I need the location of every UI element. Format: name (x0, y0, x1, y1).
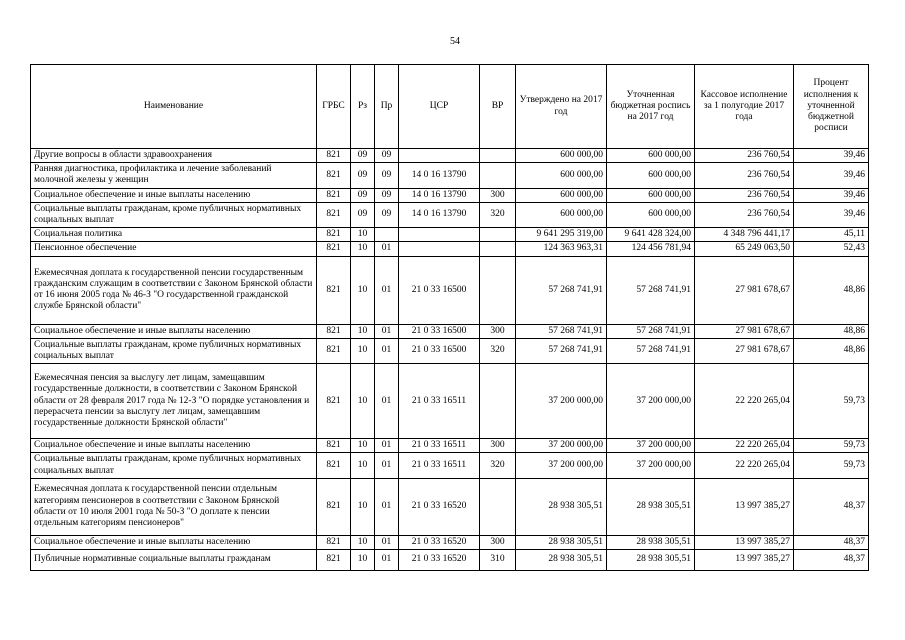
table-cell-vr: 300 (480, 188, 516, 202)
table-cell-vr (480, 478, 516, 535)
table-cell-refined: 57 268 741,91 (607, 324, 695, 338)
table-row (31, 188, 869, 202)
table-cell-percent: 39,46 (794, 163, 869, 188)
table-cell-pr: 09 (375, 163, 399, 188)
table-cell-pr: 01 (375, 256, 399, 324)
table-cell-pr: 01 (375, 324, 399, 338)
table-cell-refined: 9 641 428 324,00 (607, 228, 695, 242)
table-cell-csr (399, 228, 480, 242)
table-cell-approved: 28 938 305,51 (516, 535, 607, 549)
table-cell-vr: 310 (480, 550, 516, 571)
table-cell-refined: 600 000,00 (607, 163, 695, 188)
table-cell-cash: 13 997 385,27 (695, 478, 794, 535)
table-cell-cash: 236 760,54 (695, 202, 794, 227)
table-cell-percent: 39,46 (794, 202, 869, 227)
table-cell-grbs: 821 (317, 202, 351, 227)
table-row (31, 439, 869, 453)
table-cell-csr (399, 149, 480, 163)
table-cell-name: Социальное обеспечение и иные выплаты населению (31, 439, 317, 453)
table-cell-vr (480, 242, 516, 256)
table-cell-rz: 10 (351, 535, 375, 549)
table-cell-refined: 37 200 000,00 (607, 364, 695, 439)
table-cell-cash: 236 760,54 (695, 149, 794, 163)
table-cell-vr (480, 256, 516, 324)
table-cell-name: Ежемесячная доплата к государственной пенсии отдельным категориям пенсионеров в соответствии с Законом Брянской области от 10 июля 2001 года № 50-З "О доплате к пенсии отдельным категориям пенсионеров" (31, 478, 317, 535)
table-cell-name: Другие вопросы в области здравоохранения (31, 149, 317, 163)
table-cell-vr: 300 (480, 535, 516, 549)
table-cell-pr: 01 (375, 453, 399, 478)
table-cell-cash: 236 760,54 (695, 188, 794, 202)
table-cell-rz: 09 (351, 202, 375, 227)
table-cell-refined: 28 938 305,51 (607, 478, 695, 535)
header-cash: Кассовое исполнение за 1 полугодие 2017 года (695, 65, 794, 149)
table-row (31, 364, 869, 439)
table-cell-cash: 13 997 385,27 (695, 550, 794, 571)
table-cell-grbs: 821 (317, 338, 351, 363)
table-cell-name: Публичные нормативные социальные выплаты гражданам (31, 550, 317, 571)
table-cell-vr: 320 (480, 453, 516, 478)
table-row (31, 338, 869, 363)
table-cell-cash: 13 997 385,27 (695, 535, 794, 549)
table-cell-csr: 21 0 33 16500 (399, 338, 480, 363)
table-cell-pr: 01 (375, 338, 399, 363)
table-row (31, 242, 869, 256)
table-cell-csr: 21 0 33 16511 (399, 364, 480, 439)
table-cell-csr: 21 0 33 16520 (399, 550, 480, 571)
table-cell-vr (480, 364, 516, 439)
table-cell-percent: 48,86 (794, 338, 869, 363)
header-rz: Рз (351, 65, 375, 149)
table-row (31, 163, 869, 188)
table-row (31, 550, 869, 571)
table-cell-name: Социальное обеспечение и иные выплаты населению (31, 535, 317, 549)
table-cell-approved: 37 200 000,00 (516, 364, 607, 439)
table-cell-approved: 37 200 000,00 (516, 453, 607, 478)
table-cell-pr (375, 228, 399, 242)
table-cell-refined: 37 200 000,00 (607, 439, 695, 453)
table-row (31, 535, 869, 549)
table-cell-cash: 27 981 678,67 (695, 338, 794, 363)
table-cell-percent: 59,73 (794, 364, 869, 439)
header-csr: ЦСР (399, 65, 480, 149)
table-cell-name: Социальное обеспечение и иные выплаты населению (31, 324, 317, 338)
table-cell-name: Ранняя диагностика, профилактика и лечение заболеваний молочной железы у женщин (31, 163, 317, 188)
table-cell-approved: 28 938 305,51 (516, 478, 607, 535)
table-cell-approved: 57 268 741,91 (516, 338, 607, 363)
header-percent: Процент исполнения к уточненной бюджетной росписи (794, 65, 869, 149)
table-cell-pr: 09 (375, 202, 399, 227)
table-cell-refined: 124 456 781,94 (607, 242, 695, 256)
table-cell-rz: 10 (351, 242, 375, 256)
header-grbs: ГРБС (317, 65, 351, 149)
table-cell-percent: 48,37 (794, 478, 869, 535)
table-cell-name: Социальное обеспечение и иные выплаты населению (31, 188, 317, 202)
table-cell-rz: 09 (351, 163, 375, 188)
table-cell-pr: 01 (375, 535, 399, 549)
table-cell-grbs: 821 (317, 163, 351, 188)
table-cell-csr: 21 0 33 16511 (399, 453, 480, 478)
table-cell-rz: 10 (351, 478, 375, 535)
table-cell-grbs: 821 (317, 478, 351, 535)
table-row (31, 202, 869, 227)
table-cell-csr: 14 0 16 13790 (399, 202, 480, 227)
table-cell-grbs: 821 (317, 364, 351, 439)
table-cell-name: Социальные выплаты гражданам, кроме публичных нормативных социальных выплат (31, 202, 317, 227)
table-cell-refined: 600 000,00 (607, 188, 695, 202)
table-cell-csr: 21 0 33 16500 (399, 324, 480, 338)
table-cell-csr: 14 0 16 13790 (399, 163, 480, 188)
table-cell-approved: 57 268 741,91 (516, 324, 607, 338)
table-cell-refined: 28 938 305,51 (607, 550, 695, 571)
table-cell-approved: 37 200 000,00 (516, 439, 607, 453)
table-cell-vr (480, 163, 516, 188)
table-cell-csr: 21 0 33 16500 (399, 256, 480, 324)
header-name: Наименование (31, 65, 317, 149)
table-cell-grbs: 821 (317, 439, 351, 453)
table-cell-percent: 48,86 (794, 256, 869, 324)
table-row (31, 478, 869, 535)
table-cell-approved: 28 938 305,51 (516, 550, 607, 571)
table-cell-approved: 600 000,00 (516, 163, 607, 188)
table-cell-rz: 10 (351, 256, 375, 324)
table-cell-refined: 28 938 305,51 (607, 535, 695, 549)
table-cell-grbs: 821 (317, 550, 351, 571)
table-cell-pr: 01 (375, 242, 399, 256)
table-cell-vr (480, 149, 516, 163)
header-refined: Уточненная бюджетная роспись на 2017 год (607, 65, 695, 149)
table-cell-rz: 10 (351, 338, 375, 363)
table-cell-percent: 59,73 (794, 453, 869, 478)
table-cell-csr (399, 242, 480, 256)
table-cell-cash: 27 981 678,67 (695, 324, 794, 338)
table-cell-name: Социальные выплаты гражданам, кроме публичных нормативных социальных выплат (31, 338, 317, 363)
table-cell-name: Социальные выплаты гражданам, кроме публичных нормативных социальных выплат (31, 453, 317, 478)
header-approved: Утверждено на 2017 год (516, 65, 607, 149)
table-cell-csr: 21 0 33 16511 (399, 439, 480, 453)
table-row (31, 149, 869, 163)
budget-table (30, 64, 869, 571)
table-cell-approved: 57 268 741,91 (516, 256, 607, 324)
table-cell-pr: 01 (375, 364, 399, 439)
table-cell-percent: 52,43 (794, 242, 869, 256)
table-cell-cash: 4 348 796 441,17 (695, 228, 794, 242)
table-cell-grbs: 821 (317, 535, 351, 549)
table-cell-vr: 300 (480, 439, 516, 453)
table-cell-grbs: 821 (317, 256, 351, 324)
table-cell-cash: 22 220 265,04 (695, 453, 794, 478)
table-cell-rz: 09 (351, 149, 375, 163)
table-cell-grbs: 821 (317, 228, 351, 242)
table-cell-percent: 48,37 (794, 550, 869, 571)
table-cell-pr: 09 (375, 188, 399, 202)
table-cell-csr: 14 0 16 13790 (399, 188, 480, 202)
table-cell-refined: 600 000,00 (607, 149, 695, 163)
table-cell-percent: 48,86 (794, 324, 869, 338)
table-row (31, 453, 869, 478)
table-cell-rz: 10 (351, 550, 375, 571)
table-cell-percent: 39,46 (794, 149, 869, 163)
table-cell-rz: 10 (351, 228, 375, 242)
header-row (31, 65, 869, 149)
table-cell-cash: 236 760,54 (695, 163, 794, 188)
header-vr: ВР (480, 65, 516, 149)
table-cell-percent: 48,37 (794, 535, 869, 549)
table-cell-approved: 124 363 963,31 (516, 242, 607, 256)
page-number: 54 (450, 36, 460, 47)
table-cell-pr: 01 (375, 439, 399, 453)
table-cell-csr: 21 0 33 16520 (399, 535, 480, 549)
table-cell-refined: 37 200 000,00 (607, 453, 695, 478)
table-cell-name: Ежемесячная пенсия за выслугу лет лицам, замещавшим государственные должности, в соответствии с Законом Брянской области от 28 февраля 2017 года № 12-З "О порядке установления и перерасчета пенсии за выслугу лет лицам, замещавшим государственные должности Брянской области" (31, 364, 317, 439)
table-row (31, 256, 869, 324)
table-cell-percent: 59,73 (794, 439, 869, 453)
table-cell-vr: 320 (480, 338, 516, 363)
table-cell-cash: 22 220 265,04 (695, 364, 794, 439)
table-cell-refined: 57 268 741,91 (607, 256, 695, 324)
table-cell-cash: 65 249 063,50 (695, 242, 794, 256)
table-cell-percent: 39,46 (794, 188, 869, 202)
table-cell-grbs: 821 (317, 324, 351, 338)
table-cell-approved: 600 000,00 (516, 202, 607, 227)
table-cell-name: Пенсионное обеспечение (31, 242, 317, 256)
table-cell-vr: 320 (480, 202, 516, 227)
table-cell-rz: 10 (351, 439, 375, 453)
table-cell-rz: 09 (351, 188, 375, 202)
table-cell-vr: 300 (480, 324, 516, 338)
table-row (31, 228, 869, 242)
table-cell-pr: 09 (375, 149, 399, 163)
table-cell-csr: 21 0 33 16520 (399, 478, 480, 535)
table-cell-grbs: 821 (317, 453, 351, 478)
table-cell-cash: 27 981 678,67 (695, 256, 794, 324)
table-cell-cash: 22 220 265,04 (695, 439, 794, 453)
table-cell-approved: 600 000,00 (516, 188, 607, 202)
table-cell-vr (480, 228, 516, 242)
table-row (31, 324, 869, 338)
table-cell-pr: 01 (375, 550, 399, 571)
table-cell-rz: 10 (351, 364, 375, 439)
table-cell-grbs: 821 (317, 149, 351, 163)
table-cell-pr: 01 (375, 478, 399, 535)
table-cell-grbs: 821 (317, 188, 351, 202)
table-cell-name: Социальная политика (31, 228, 317, 242)
table-cell-approved: 600 000,00 (516, 149, 607, 163)
table-cell-rz: 10 (351, 453, 375, 478)
table-cell-approved: 9 641 295 319,00 (516, 228, 607, 242)
header-pr: Пр (375, 65, 399, 149)
table-cell-refined: 600 000,00 (607, 202, 695, 227)
table-cell-rz: 10 (351, 324, 375, 338)
table-cell-percent: 45,11 (794, 228, 869, 242)
table-cell-refined: 57 268 741,91 (607, 338, 695, 363)
table-cell-grbs: 821 (317, 242, 351, 256)
table-cell-name: Ежемесячная доплата к государственной пенсии государственным гражданским служащим в соответствии с Законом Брянской области от 16 июня 2005 года № 46-З "О государственной гражданской службе Брянской области" (31, 256, 317, 324)
